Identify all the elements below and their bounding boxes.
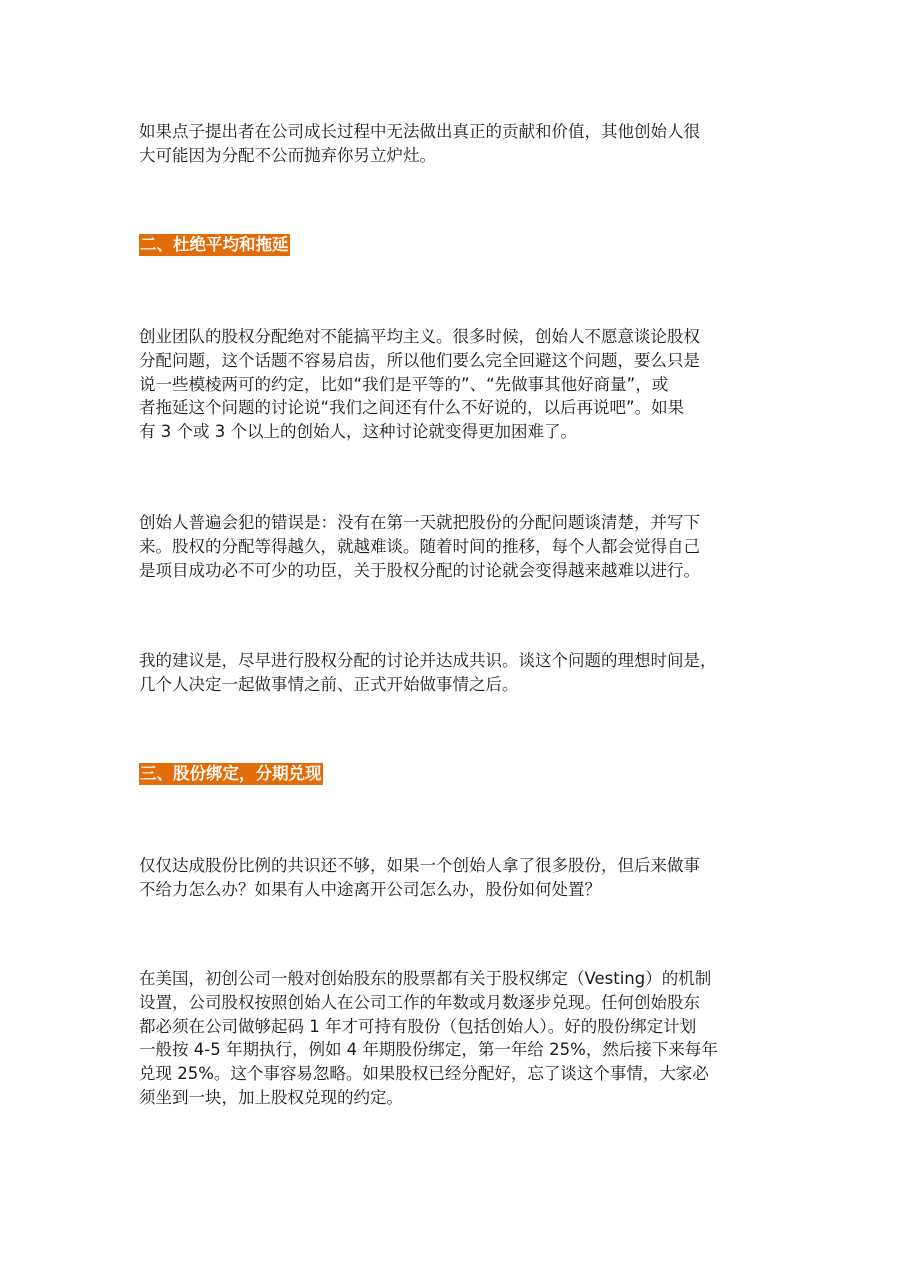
paragraph-line: 创业团队的股权分配绝对不能搞平均主义。很多时候，创始人不愿意谈论股权 xyxy=(139,327,700,346)
paragraph-line: 都必须在公司做够起码 1 年才可持有股份（包括创始人）。好的股份绑定计划 xyxy=(139,1016,697,1036)
paragraph-line: 兑现 25%。这个事容易忽略。如果股权已经分配好，忘了谈这个事情，大家必 xyxy=(139,1064,709,1084)
paragraph-recommendation xyxy=(139,649,771,697)
paragraph-line: 仅仅达成股份比例的共识还不够，如果一个创始人拿了很多股份，但后来做事 xyxy=(139,856,700,875)
paragraph-line: 须坐到一块，加上股权兑现的约定。 xyxy=(139,1087,403,1107)
paragraph-line: 来。股权的分配等得越久，就越难谈。随着时间的推移，每个人都会觉得自己 xyxy=(139,536,700,556)
paragraph-line: 我的建议是，尽早进行股权分配的讨论并达成共识。谈这个问题的理想时间是， xyxy=(139,651,717,670)
paragraph-us-vesting xyxy=(139,967,771,1110)
paragraph-line: 是项目成功必不可少的功臣，关于股权分配的讨论就会变得越来越难以进行。 xyxy=(139,560,700,580)
paragraph-line: 几个人决定一起做事情之前、正式开始做事情之后。 xyxy=(139,674,519,694)
paragraph-line: 设置，公司股权按照创始人在公司工作的年数或月数逐步兑现。任何创始股东 xyxy=(139,992,700,1012)
paragraph-common-mistake xyxy=(139,511,771,582)
paragraph-consensus-not-enough xyxy=(139,854,771,902)
paragraph-line: 说一些模棱两可的约定，比如“我们是平等的”、“先做事其他好商量”，或 xyxy=(139,374,669,394)
paragraph-line: 在美国，初创公司一般对创始股东的股票都有关于股权绑定（Vesting）的机制 xyxy=(139,969,712,988)
paragraph-line: 创始人普遍会犯的错误是：没有在第一天就把股份的分配问题谈清楚，并写下 xyxy=(139,513,700,532)
paragraph-line: 不给力怎么办？如果有人中途离开公司怎么办，股份如何处置？ xyxy=(139,879,601,899)
paragraph-line: 一般按 4-5 年期执行，例如 4 年期股份绑定，第一年给 25%，然后接下来每年 xyxy=(139,1040,718,1060)
paragraph-line: 如果点子提出者在公司成长过程中无法做出真正的贡献和价值，其他创始人很 xyxy=(139,122,700,141)
paragraph-line: 者拖延这个问题的讨论说“我们之间还有什么不好说的，以后再说吧”。如果 xyxy=(139,398,685,418)
section-heading-vesting: 三、股份绑定，分期兑现 xyxy=(140,764,322,783)
paragraph-line: 大可能因为分配不公而抛弃你另立炉灶。 xyxy=(139,145,436,165)
paragraph-line: 有 3 个或 3 个以上的创始人，这种讨论就变得更加困难了。 xyxy=(139,422,577,442)
section-heading-avoid-equal-split: 二、杜绝平均和拖延 xyxy=(140,235,289,254)
paragraph-no-equal-split xyxy=(139,325,771,444)
paragraph-idea-contributor xyxy=(139,120,771,168)
paragraph-line: 分配问题，这个话题不容易启齿，所以他们要么完全回避这个问题，要么只是 xyxy=(139,350,700,370)
